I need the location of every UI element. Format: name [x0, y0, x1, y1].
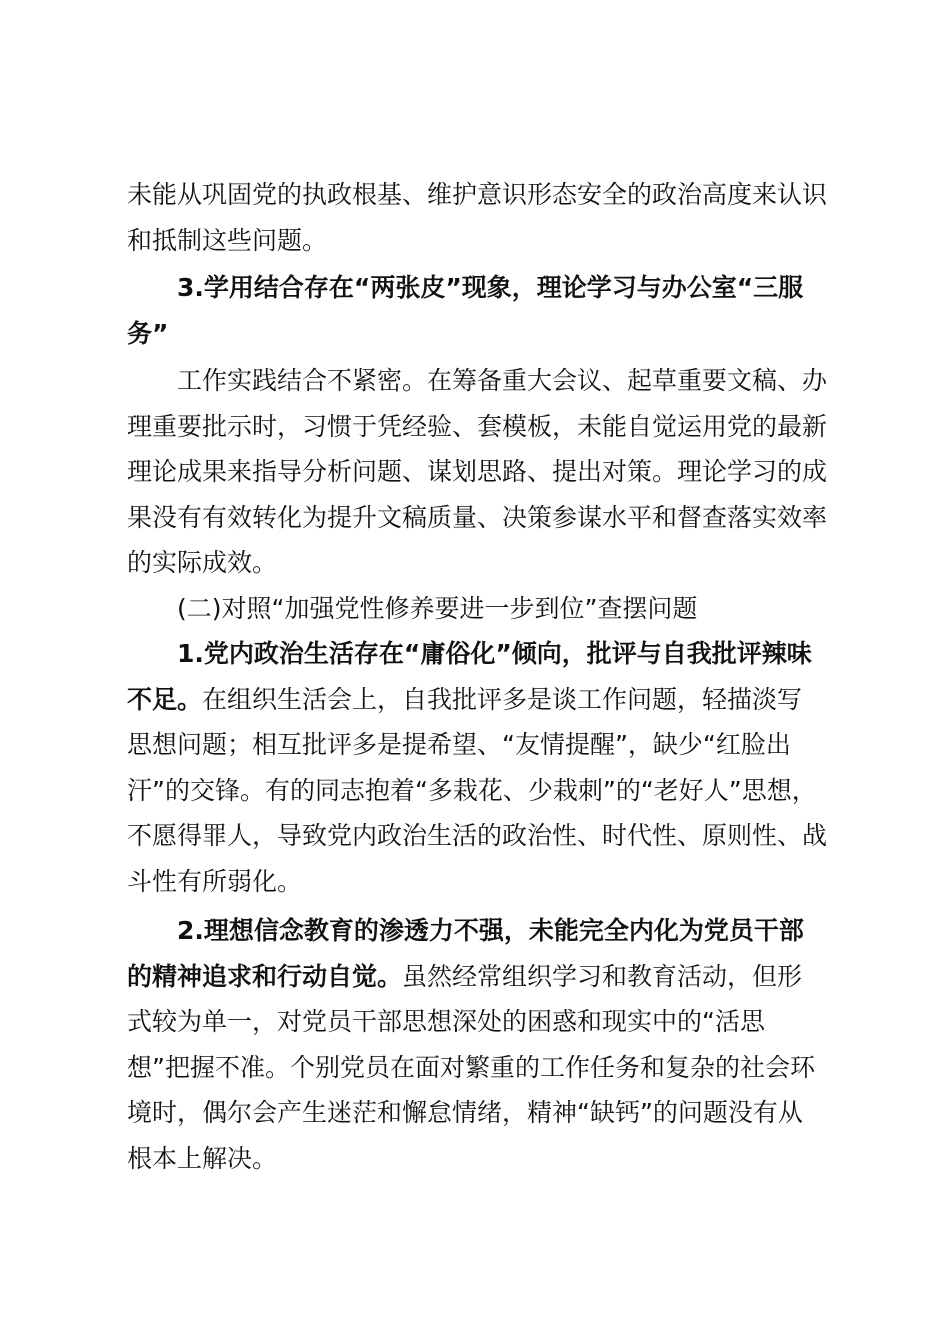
- paragraph-continuation: [127, 172, 827, 263]
- paragraph-text: 虽然经常组织学习和教育活动，但形式较为单一，对党员干部思想深处的困惑和现实中的“活思想”把握不准。个别党员在面对繁重的工作任务和复杂的社会环境时，偶尔会产生迷茫和懈怠情绪，精神“缺钙”的问题没有从根本上解决。: [127, 961, 815, 1173]
- document-body: [127, 172, 827, 1181]
- item-lead: 1.党内政治生活存在“庸俗化”倾向，批评与自我批评辣味不足。: [127, 639, 812, 714]
- paragraph-text: 工作实践结合不紧密。在筹备重大会议、起草重要文稿、办理重要批示时，习惯于凭经验、套模板，未能自觉运用党的最新理论成果来指导分析问题、谋划思路、提出对策。理论学习的成果没有有效转化为提升文稿质量、决策参谋水平和督查落实效率的实际成效。: [127, 366, 828, 577]
- paragraph-text: 未能从巩固党的执政根基、维护意识形态安全的政治高度来认识和抵制这些问题。: [127, 180, 828, 255]
- item-lead: 2.理想信念教育的渗透力不强，未能完全内化为党员干部的精神追求和行动自觉。: [127, 916, 804, 991]
- paragraph-text: 在组织生活会上，自我批评多是谈工作问题，轻描淡写思想问题；相互批评多是提希望、“友情提醒”，缺少“红脸出汗”的交锋。有的同志抱着“多栽花、少栽刺”的“老好人”思想，不愿得罪人，导致党内政治生活的政治性、时代性、原则性、战斗性有所弱化。: [127, 684, 828, 896]
- paragraph-item-1: [127, 631, 827, 904]
- subheading-text: 3.学用结合存在“两张皮”现象，理论学习与办公室“三服务”: [127, 273, 804, 348]
- subheading-3: [127, 265, 827, 356]
- paragraph-work-practice: [127, 358, 827, 586]
- section-heading-2: [127, 586, 827, 632]
- section-heading-text: (二)对照“加强党性修养要进一步到位”查摆问题: [177, 593, 698, 623]
- paragraph-item-2: [127, 908, 827, 1181]
